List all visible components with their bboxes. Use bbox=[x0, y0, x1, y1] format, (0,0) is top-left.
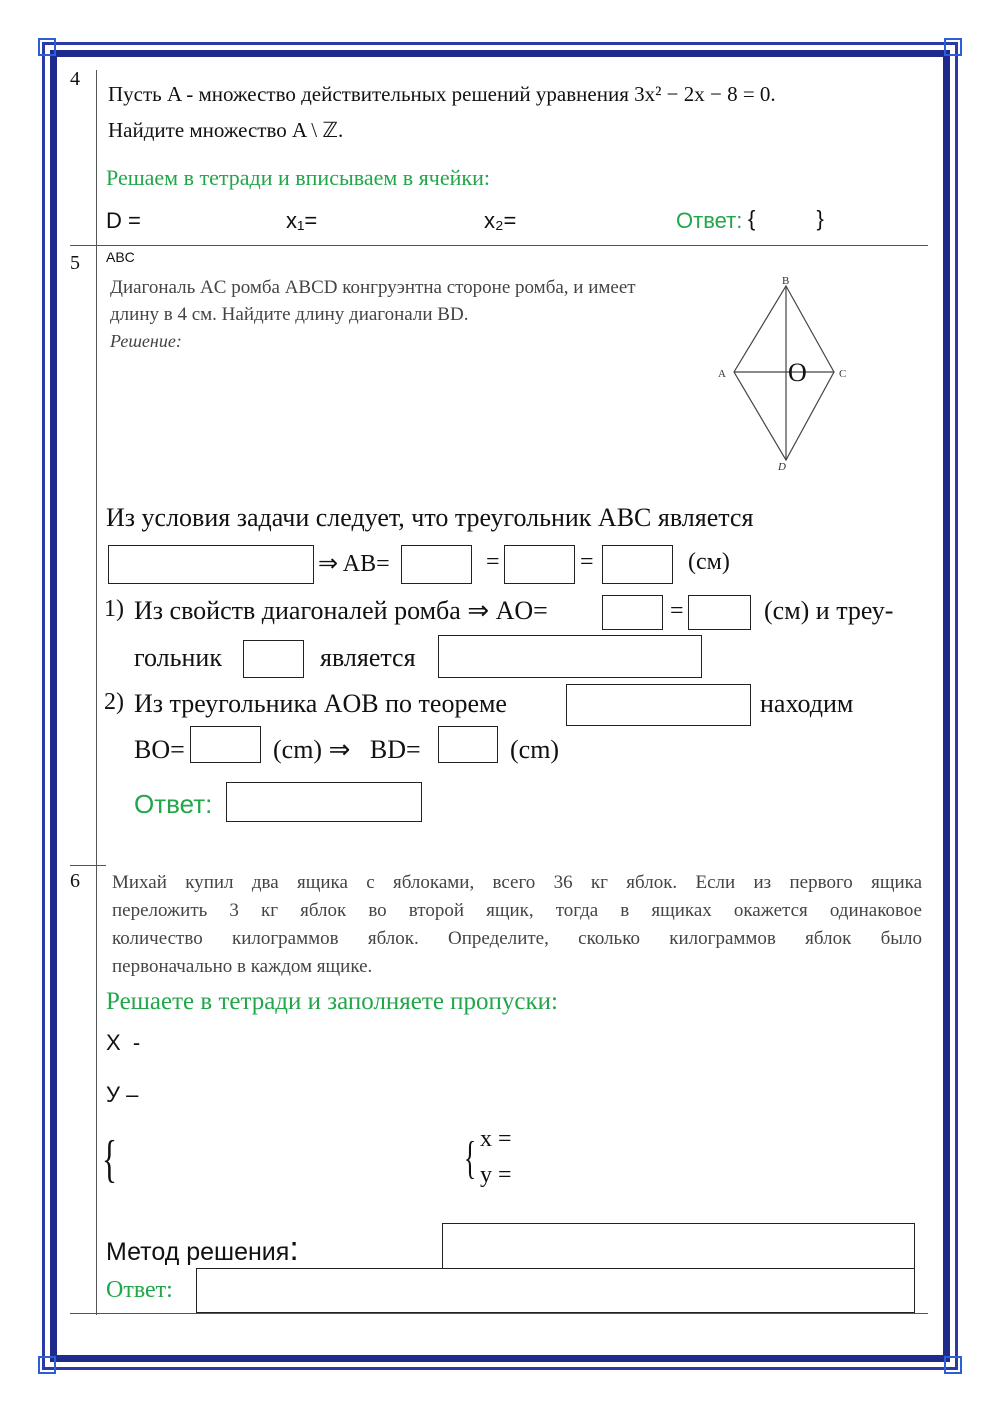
task-number-4: 4 bbox=[70, 68, 80, 90]
row-divider-5-6 bbox=[70, 865, 106, 866]
task5-eq1: = bbox=[486, 549, 500, 575]
bd-input[interactable] bbox=[438, 726, 498, 763]
vertex-label-d: D bbox=[778, 461, 786, 472]
method-colon: : bbox=[289, 1230, 299, 1268]
oc-input[interactable] bbox=[688, 595, 751, 630]
task4-statement-line1: Пусть A - множество действительных решений уравнения 3x² − 2x − 8 = 0. bbox=[108, 82, 776, 106]
task5-step1-tail: (см) и треу- bbox=[764, 596, 894, 625]
task-number-6: 6 bbox=[70, 870, 80, 892]
task5-row4-triangle: гольник bbox=[134, 643, 222, 672]
table-bottom-line bbox=[70, 1313, 928, 1314]
task4-answer-braces: { } bbox=[748, 206, 824, 231]
task4-x1-label: x₁= bbox=[286, 208, 318, 233]
bo-input[interactable] bbox=[190, 726, 261, 763]
triangle-kind-input[interactable] bbox=[438, 635, 702, 678]
task6-answer-input[interactable] bbox=[196, 1268, 915, 1313]
corner-ornament-bottom-right bbox=[944, 1356, 962, 1374]
task4-answer-label: Ответ: bbox=[676, 208, 743, 233]
triangle-name-input[interactable] bbox=[243, 640, 304, 678]
task5-step2-text: Из треугольника AOB по теореме bbox=[134, 689, 507, 718]
task4-x2-label: x₂= bbox=[484, 208, 517, 233]
row-divider-4-5 bbox=[70, 245, 928, 246]
vertex-label-b: B bbox=[782, 275, 790, 287]
task5-row1: Из условия задачи следует, что треугольник ABC является bbox=[106, 503, 754, 532]
task4-instruction: Решаем в тетради и вписываем в ячейки: bbox=[106, 165, 490, 190]
task6-answer-label: Ответ: bbox=[106, 1277, 173, 1303]
system-x-equals: x = bbox=[480, 1126, 512, 1152]
task5-answer-input[interactable] bbox=[226, 782, 422, 822]
corner-ornament-top-right bbox=[944, 38, 962, 56]
rhombus-outline bbox=[734, 286, 834, 460]
task4-d-label: D = bbox=[106, 208, 141, 233]
task5-step1-text: Из свойств диагоналей ромба ⇒ AO= bbox=[134, 596, 548, 625]
task6-y-label: У – bbox=[106, 1082, 139, 1107]
corner-ornament-bottom-left bbox=[38, 1356, 56, 1374]
system-y-equals: y = bbox=[480, 1162, 512, 1188]
right-system-brace: { bbox=[464, 1132, 477, 1183]
task6-statement-line3: количество килограммов яблок. Определите, сколько килограммов яблок было bbox=[112, 928, 922, 949]
theorem-input[interactable] bbox=[566, 684, 751, 726]
method-label-wrap bbox=[106, 1230, 299, 1269]
task5-bo-label: BO= bbox=[134, 735, 185, 764]
task6-x-label: X - bbox=[106, 1030, 141, 1055]
bc-input[interactable] bbox=[504, 545, 575, 584]
task5-step1-eq: = bbox=[670, 598, 684, 624]
task5-statement-line1: Диагональ AC ромба ABCD конгруэнтна стороне ромба, и имеет bbox=[110, 277, 636, 298]
vertex-label-c: C bbox=[839, 368, 847, 380]
task5-solution-label: Решение: bbox=[110, 331, 182, 351]
task6-instruction: Решаете в тетради и заполняете пропуски: bbox=[106, 988, 559, 1015]
ao-input[interactable] bbox=[602, 595, 663, 630]
task6-statement-line4: первоначально в каждом ящике. bbox=[112, 956, 373, 977]
task-number-5: 5 bbox=[70, 252, 80, 274]
task5-ab-label: ⇒ AB= bbox=[318, 551, 390, 577]
left-system-brace: { bbox=[102, 1131, 117, 1188]
task5-step2-tail: находим bbox=[760, 689, 854, 718]
corner-ornament-top-left bbox=[38, 38, 56, 56]
step-number-1: 1) bbox=[104, 596, 124, 622]
task5-unit-cm: (см) bbox=[688, 549, 730, 575]
rhombus-diagram bbox=[712, 272, 862, 472]
ab-input[interactable] bbox=[401, 545, 472, 584]
task4-statement-line2: Найдите множество A \ ℤ. bbox=[108, 118, 344, 142]
ac-input[interactable] bbox=[602, 545, 673, 584]
task6-statement-line2: переложить 3 кг яблок во второй ящик, тогда в ящиках окажется одинаковое bbox=[112, 900, 922, 921]
task5-row4-is: является bbox=[320, 643, 416, 672]
step-number-2: 2) bbox=[104, 689, 124, 715]
task5-statement-line2: длину в 4 см. Найдите длину диагонали BD. bbox=[110, 304, 469, 325]
table-column-divider bbox=[96, 70, 97, 1315]
task5-header: ABC bbox=[106, 249, 135, 265]
method-input[interactable] bbox=[442, 1223, 915, 1269]
method-label: Метод решения bbox=[106, 1238, 290, 1266]
vertex-label-a: A bbox=[718, 368, 726, 380]
center-label-o: O bbox=[788, 358, 807, 387]
triangle-type-input[interactable] bbox=[108, 545, 314, 584]
task5-eq2: = bbox=[580, 549, 594, 575]
task6-statement-line1: Михай купил два ящика с яблоками, всего 36 кг яблок. Если из первого ящика bbox=[112, 872, 922, 893]
task5-bd-label: (cm) ⇒ BD= bbox=[273, 735, 421, 764]
task5-unit-cm-2: (cm) bbox=[510, 735, 560, 764]
task5-answer-label: Ответ: bbox=[134, 789, 213, 819]
